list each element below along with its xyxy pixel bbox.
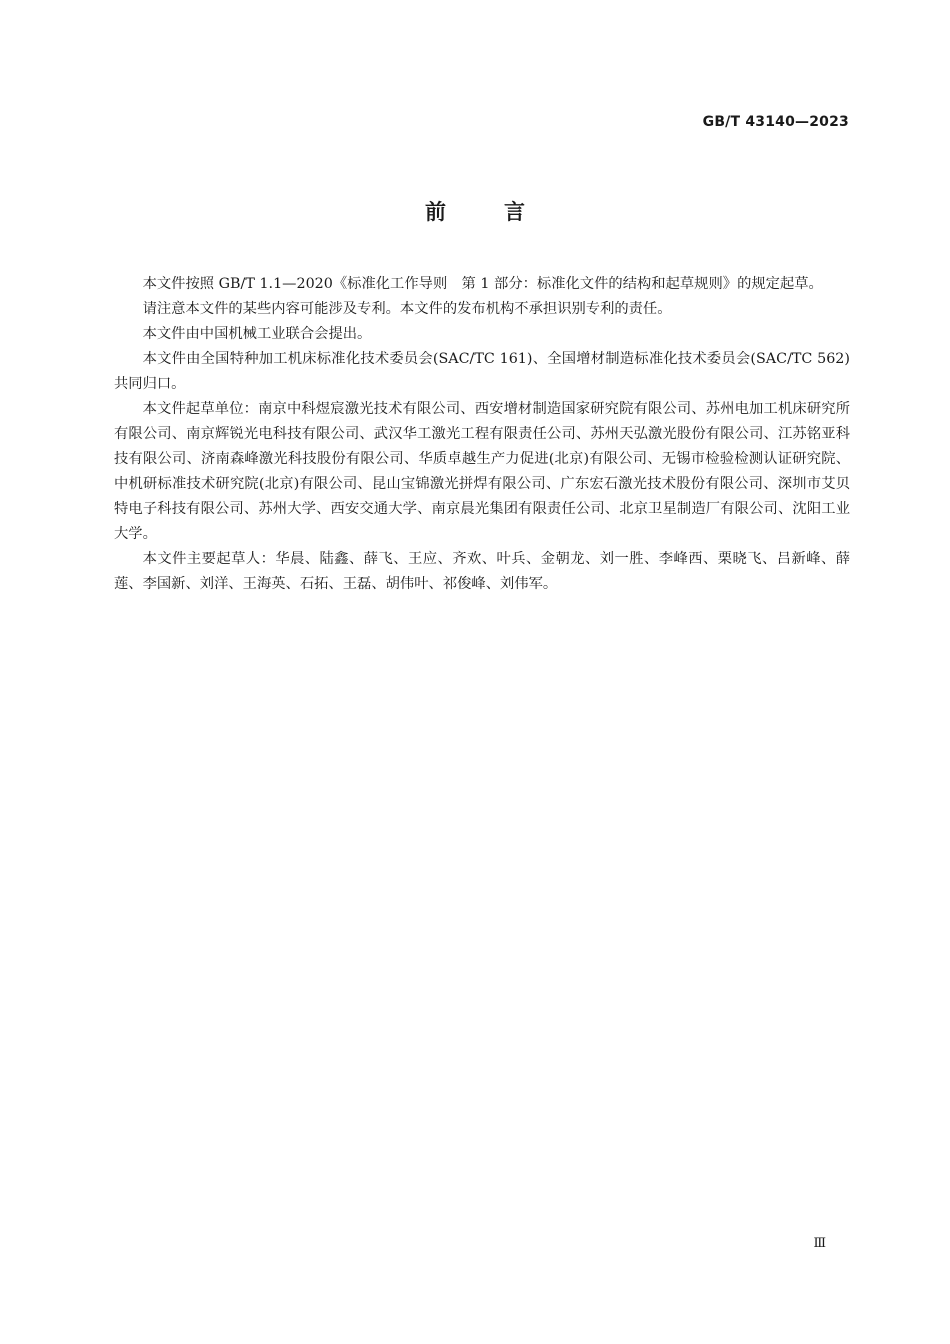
paragraph-drafters: 本文件主要起草人：华晨、陆鑫、薛飞、王应、齐欢、叶兵、金朝龙、刘一胜、李峰西、栗晓飞、吕新峰、薛莲、李国新、刘洋、王海英、石拓、王磊、胡伟叶、祁俊峰、刘伟军。	[114, 551, 850, 592]
paragraph-committee: 本文件由全国特种加工机床标准化技术委员会(SAC/TC 161)、全国增材制造标准化技术委员会(SAC/TC 562)共同归口。	[114, 351, 850, 392]
paragraph-proposer: 本文件由中国机械工业联合会提出。	[142, 326, 372, 342]
paragraph-drafting-rules: 本文件按照 GB/T 1.1—2020《标准化工作导则 第 1 部分：标准化文件的结构和起草规则》的规定起草。	[142, 276, 823, 292]
page-title: 前言	[425, 200, 583, 224]
paragraph-drafting-units: 本文件起草单位：南京中科煜宸激光技术有限公司、西安增材制造国家研究院有限公司、苏州电加工机床研究所有限公司、南京辉锐光电科技有限公司、武汉华工激光工程有限责任公司、苏州天弘激光股份有限公司、江苏铭亚科技有限公司、济南森峰激光科技股份有限公司、华质卓越生产力促进(北京)有限公司、无锡市检验检测认证研究院、中机研标准技术研究院(北京)有限公司、昆山宝锦激光拼焊有限公司、广东宏石激光技术股份有限公司、深圳市艾贝特电子科技有限公司、苏州大学、西安交通大学、南京晨光集团有限责任公司、北京卫星制造厂有限公司、沈阳工业大学。	[114, 401, 850, 542]
document-number: GB/T 43140—2023	[702, 114, 849, 130]
page-number: Ⅲ	[813, 1236, 826, 1251]
preface-body	[114, 272, 850, 597]
paragraph-patent-notice: 请注意本文件的某些内容可能涉及专利。本文件的发布机构不承担识别专利的责任。	[142, 301, 672, 317]
